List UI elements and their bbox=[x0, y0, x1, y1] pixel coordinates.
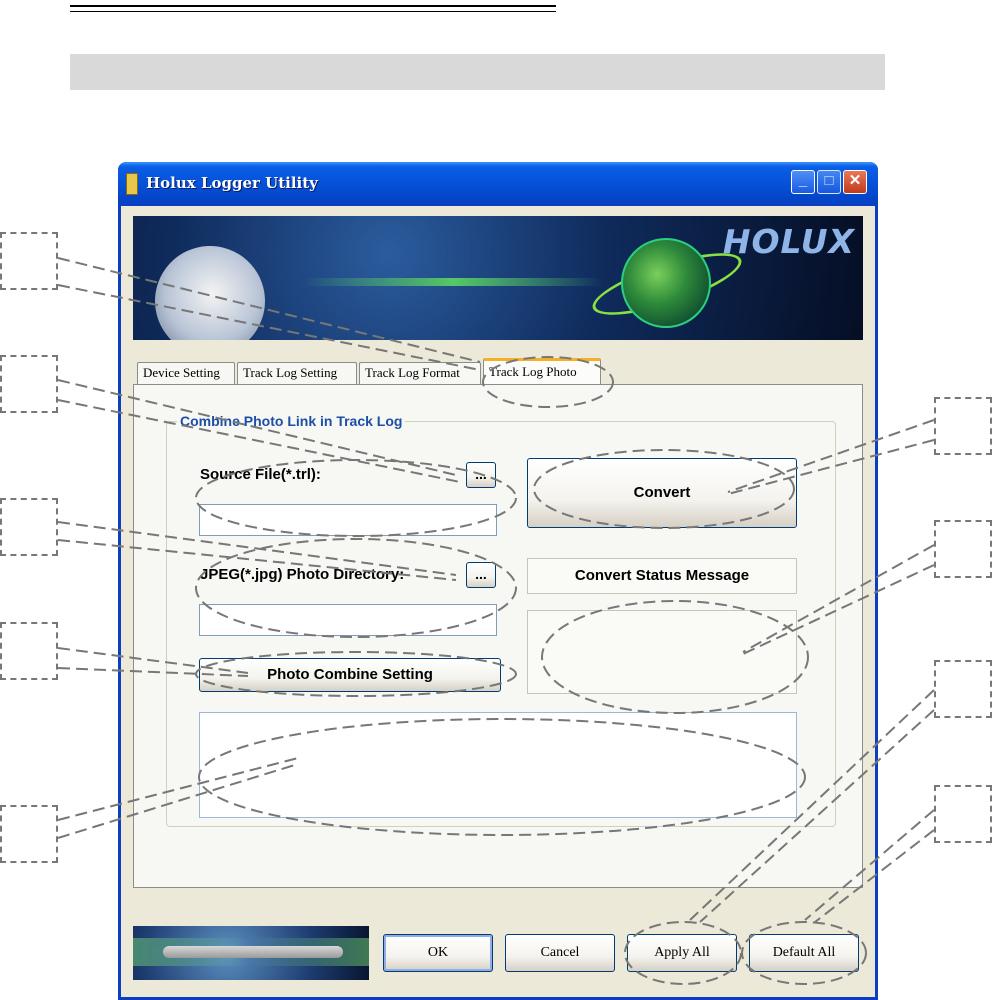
callout-box-log bbox=[0, 805, 58, 863]
tab-track-log-photo[interactable]: Track Log Photo bbox=[483, 358, 601, 385]
convert-status-header: Convert Status Message bbox=[527, 558, 797, 594]
source-file-label: Source File(*.trl): bbox=[200, 466, 321, 483]
callout-box-apply bbox=[934, 660, 992, 718]
globe-image bbox=[621, 238, 711, 328]
group-title: Combine Photo Link in Track Log bbox=[177, 413, 405, 429]
source-browse-button[interactable]: ... bbox=[466, 462, 496, 488]
callout-box-convert bbox=[934, 397, 992, 455]
app-window bbox=[118, 162, 878, 1000]
signal-stream-image bbox=[303, 278, 603, 286]
usb-cable-image bbox=[133, 926, 369, 980]
default-all-button[interactable]: Default All bbox=[749, 934, 859, 972]
top-rule bbox=[70, 5, 556, 12]
tab-device-setting[interactable]: Device Setting bbox=[137, 362, 235, 384]
maximize-button[interactable]: □ bbox=[817, 170, 841, 194]
callout-box-source bbox=[0, 355, 58, 413]
brand-logo: HOLUX bbox=[722, 222, 855, 261]
source-file-input[interactable] bbox=[199, 504, 497, 536]
apply-all-button[interactable]: Apply All bbox=[627, 934, 737, 972]
callout-box-default bbox=[934, 785, 992, 843]
convert-status-message-box bbox=[527, 610, 797, 694]
callout-box-photo-dir bbox=[0, 498, 58, 556]
gray-heading-band bbox=[70, 54, 885, 90]
photo-combine-setting-button[interactable]: Photo Combine Setting bbox=[199, 658, 501, 692]
satellite-dish-image bbox=[137, 228, 283, 340]
holux-banner bbox=[133, 216, 863, 340]
tab-track-log-format[interactable]: Track Log Format bbox=[359, 362, 481, 384]
cancel-button[interactable]: Cancel bbox=[505, 934, 615, 972]
photo-directory-input[interactable] bbox=[199, 604, 497, 636]
combine-photo-group bbox=[166, 413, 836, 827]
ok-button[interactable]: OK bbox=[383, 934, 493, 972]
tab-track-log-setting[interactable]: Track Log Setting bbox=[237, 362, 357, 384]
photo-directory-browse-button[interactable]: ... bbox=[466, 562, 496, 588]
track-log-photo-page bbox=[133, 384, 863, 888]
photo-directory-label: JPEG(*.jpg) Photo Directory: bbox=[200, 566, 405, 583]
callout-box-setting bbox=[0, 622, 58, 680]
window-title: Holux Logger Utility bbox=[146, 174, 318, 192]
minimize-button[interactable]: _ bbox=[791, 170, 815, 194]
title-bar[interactable] bbox=[118, 162, 878, 206]
close-button[interactable]: ✕ bbox=[843, 170, 867, 194]
convert-button[interactable]: Convert bbox=[527, 458, 797, 528]
callout-box-tab bbox=[0, 232, 58, 290]
callout-box-status bbox=[934, 520, 992, 578]
app-icon bbox=[126, 173, 138, 195]
log-text-area[interactable] bbox=[199, 712, 797, 818]
